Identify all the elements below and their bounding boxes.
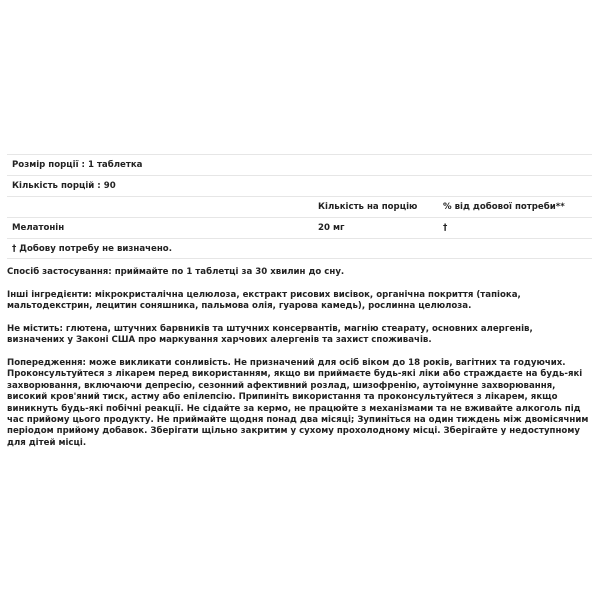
free-of-text: Не містить: глютена, штучних барвників та штучних консервантів, магнію стеарату, основних алергенів, визначених у Законі США про маркування харчових алергенів та захист споживачів. xyxy=(7,324,533,346)
table-row xyxy=(7,217,592,238)
other-ingredients-text: Інші інгредієнти: мікрокристалічна целюлоза, екстракт рисових висівок, органічна покриття (тапіока, мальтодекстрин, лецитин соняшника, пальмова олія, гуарова камедь), рослинна целюлоза. xyxy=(7,290,521,312)
footnote: † Добову потребу не визначено. xyxy=(12,243,172,254)
ingredient-name: Мелатонін xyxy=(12,223,65,233)
usage-text: Спосіб застосування: приймайте по 1 таблетці за 30 хвилин до сну. xyxy=(7,267,345,277)
table-header-row xyxy=(7,196,592,217)
header-daily-value: % від добової потреби** xyxy=(443,202,565,212)
serving-size-row xyxy=(7,154,592,175)
supplement-facts-table xyxy=(7,154,592,259)
header-amount: Кількість на порцію xyxy=(318,202,418,212)
ingredient-daily-value: † xyxy=(443,223,448,233)
footnote-row xyxy=(7,238,592,259)
servings-count-row xyxy=(7,175,592,196)
ingredient-amount: 20 мг xyxy=(318,223,345,233)
serving-size: Розмір порції : 1 таблетка xyxy=(12,160,143,170)
warning-text: Попередження: може викликати сонливість. Не призначений для осіб віком до 18 років, вагітних та годуючих. Проконсультуйтеся з лікарем перед використанням, якщо ви приймаєте будь-які ліки або страждаєте на будь-які захворювання, включаючи депресію, сезонний афективний розлад, шизофренію, аутоімунне захворювання, високий кров'яний тиск, астму або епілепсію. Припиніть використання та проконсультуйтеся з лікарем, якщо виникнуть будь-які побічні реакції. Не сідайте за кермо, не працюйте з механізмами та не вживайте алкоголь під час прийому цього продукту. Не приймайте щодня понад два місяці; Зупиніться на один тиждень між двомісячним періодом прийому добавок. Зберігати щільно закритим у сухому прохолодному місці. Зберігайте у недоступному для дітей місці. xyxy=(7,358,589,448)
servings-count: Кількість порцій : 90 xyxy=(12,181,116,191)
